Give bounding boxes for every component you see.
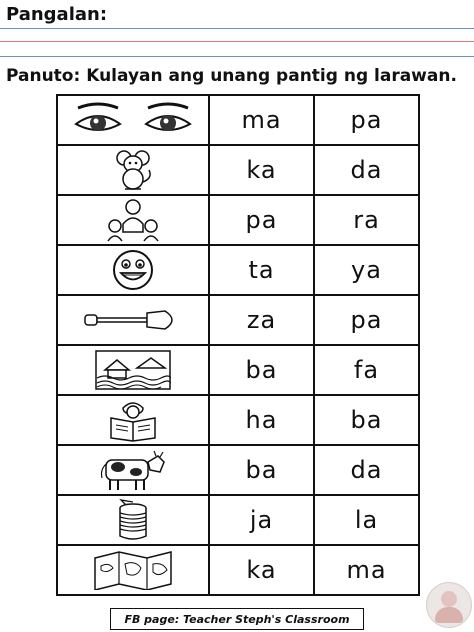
book-icon (103, 398, 163, 442)
syllable-option[interactable]: ba (314, 395, 419, 445)
syllable-option[interactable]: pa (314, 295, 419, 345)
flood-icon (95, 350, 171, 390)
syllable-option[interactable]: ha (209, 395, 314, 445)
syllable-option[interactable]: la (314, 495, 419, 545)
writing-line-middle (0, 41, 474, 42)
smiley-icon (111, 248, 155, 292)
picture-cell (57, 195, 209, 245)
syllable-option[interactable]: ma (209, 95, 314, 145)
avatar-body-icon (435, 607, 463, 623)
syllable-option[interactable]: ya (314, 245, 419, 295)
table-row (57, 195, 419, 245)
map-icon (93, 550, 173, 590)
syllable-option[interactable]: fa (314, 345, 419, 395)
picture-cell (57, 145, 209, 195)
footer-credit: FB page: Teacher Steph's Classroom (110, 608, 364, 630)
syllable-option[interactable]: ta (209, 245, 314, 295)
table-row (57, 245, 419, 295)
table-row (57, 345, 419, 395)
instruction-text: Panuto: Kulayan ang unang pantig ng larawan. (6, 66, 457, 86)
syllable-option[interactable]: da (314, 145, 419, 195)
picture-cell (57, 345, 209, 395)
picture-cell (57, 495, 209, 545)
table-row (57, 295, 419, 345)
syllable-option[interactable]: ra (314, 195, 419, 245)
table-row (57, 395, 419, 445)
syllable-option[interactable]: ba (209, 445, 314, 495)
writing-line-top (0, 28, 474, 29)
table-row (57, 95, 419, 145)
name-label: Pangalan: (6, 4, 108, 25)
syllable-option[interactable]: ka (209, 545, 314, 595)
eyes-icon (68, 100, 198, 140)
worksheet-table (56, 94, 420, 596)
syllable-option[interactable]: za (209, 295, 314, 345)
table-row (57, 445, 419, 495)
syllable-option[interactable]: ba (209, 345, 314, 395)
shovel-icon (83, 305, 183, 335)
picture-cell (57, 395, 209, 445)
picture-cell (57, 245, 209, 295)
avatar[interactable] (426, 582, 472, 628)
syllable-option[interactable]: ka (209, 145, 314, 195)
syllable-option[interactable]: ja (209, 495, 314, 545)
syllable-option[interactable]: pa (314, 95, 419, 145)
picture-cell (57, 545, 209, 595)
syllable-option[interactable]: ma (314, 545, 419, 595)
can-icon (115, 498, 151, 542)
table-row (57, 545, 419, 595)
picture-cell (57, 95, 209, 145)
cow-icon (98, 448, 168, 492)
picture-cell (57, 445, 209, 495)
picture-cell (57, 295, 209, 345)
syllable-option[interactable]: da (314, 445, 419, 495)
mouse-icon (111, 148, 155, 192)
family-icon (103, 198, 163, 242)
syllable-option[interactable]: pa (209, 195, 314, 245)
writing-line-bottom (0, 56, 474, 57)
avatar-head-icon (441, 591, 457, 607)
table-row (57, 145, 419, 195)
table-row (57, 495, 419, 545)
